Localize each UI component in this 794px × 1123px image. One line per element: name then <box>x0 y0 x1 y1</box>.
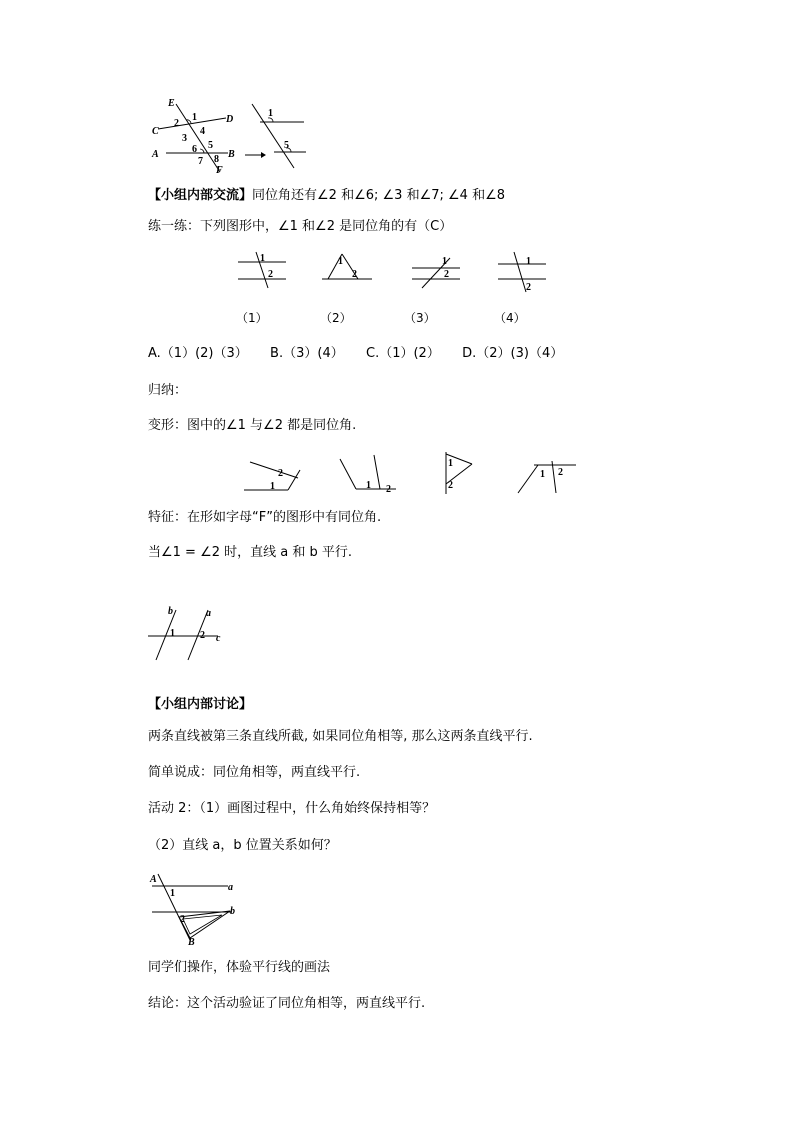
label-1: 1 <box>338 256 343 267</box>
label-1: 1 <box>170 888 175 899</box>
conclusion-text: 结论：这个活动验证了同位角相等，两直线平行. <box>148 996 426 1011</box>
label-2: 2 <box>174 118 179 129</box>
caption-2: （2） <box>320 311 352 325</box>
label-a: a <box>228 882 233 893</box>
option-d: D.（2）(3)（4） <box>462 346 564 361</box>
caption-3: （3） <box>404 311 436 325</box>
transform-figure-3 <box>442 452 478 494</box>
label-c: c <box>216 633 221 644</box>
discussion-statement: 两条直线被第三条直线所截, 如果同位角相等, 那么这两条直线平行. <box>148 729 533 744</box>
label-5: 5 <box>208 140 213 151</box>
figure-set-square <box>146 872 246 946</box>
label-b: b <box>168 606 173 617</box>
induction-label: 归纳： <box>148 383 188 398</box>
group-exchange-heading: 【小组内部交流】 <box>148 188 253 203</box>
option-a: A.（1）(2)（3） <box>148 346 248 361</box>
label-a: a <box>206 608 211 619</box>
label-2: 2 <box>444 269 449 280</box>
label-1: 1 <box>448 458 453 469</box>
transform-figure-2 <box>338 455 398 495</box>
label-1: 1 <box>540 469 545 480</box>
label-2: 2 <box>352 269 357 280</box>
label-2: 2 <box>526 282 531 293</box>
label-A: A <box>150 874 157 885</box>
label-1: 1 <box>268 108 273 119</box>
label-1: 1 <box>442 256 447 267</box>
practice-figure-4 <box>498 252 548 292</box>
practice-options <box>148 346 563 362</box>
condition-text: 当∠1 = ∠2 时，直线 a 和 b 平行. <box>148 545 353 560</box>
figure-corresponding-angles <box>248 100 308 170</box>
label-2: 2 <box>278 468 283 479</box>
label-2: 2 <box>180 914 185 925</box>
label-4: 4 <box>200 126 205 137</box>
label-B: B <box>188 937 195 948</box>
label-2: 2 <box>268 269 273 280</box>
feature-text: 特征：在形如字母“F”的图形中有同位角. <box>148 510 382 525</box>
discussion-short: 简单说成：同位角相等，两直线平行. <box>148 765 361 780</box>
label-2: 2 <box>558 467 563 478</box>
transform-text: 变形：图中的∠1 与∠2 都是同位角. <box>148 418 357 433</box>
activity-question-1: 活动 2：（1）画图过程中，什么角始终保持相等？ <box>148 801 436 816</box>
label-1: 1 <box>270 481 275 492</box>
transform-figure-4 <box>516 455 578 495</box>
caption-1: （1） <box>236 311 268 325</box>
label-A: A <box>152 149 159 160</box>
figure-parallel-lines <box>146 604 236 660</box>
group-exchange-line <box>148 188 505 204</box>
label-1: 1 <box>366 480 371 491</box>
label-3: 3 <box>182 133 187 144</box>
label-6: 6 <box>192 144 197 155</box>
label-C: C <box>152 126 159 137</box>
label-5: 5 <box>284 140 289 151</box>
practice-figure-2 <box>322 252 372 288</box>
label-7: 7 <box>198 156 203 167</box>
label-D: D <box>226 114 234 125</box>
activity-question-2: （2）直线 a，b 位置关系如何？ <box>148 838 337 853</box>
transform-figure-1 <box>244 458 304 494</box>
label-B: B <box>228 149 235 160</box>
group-discussion-heading: 【小组内部讨论】 <box>148 697 253 712</box>
option-c: C.（1）(2） <box>366 346 440 361</box>
label-F: F <box>216 165 223 176</box>
label-b: b <box>230 906 235 917</box>
option-b: B.（3）(4） <box>270 346 344 361</box>
label-E: E <box>168 98 175 109</box>
operate-text: 同学们操作，体验平行线的画法 <box>148 960 331 975</box>
label-1: 1 <box>260 253 265 264</box>
label-1: 1 <box>192 112 197 123</box>
label-2: 2 <box>448 480 453 491</box>
practice-question: 练一练：下列图形中，∠1 和∠2 是同位角的有（C） <box>148 219 453 234</box>
label-8: 8 <box>214 154 219 165</box>
label-1: 1 <box>526 256 531 267</box>
caption-4: （4） <box>494 311 526 325</box>
label-2: 2 <box>200 630 205 641</box>
practice-figure-1 <box>238 252 288 288</box>
label-2: 2 <box>386 484 391 495</box>
label-1: 1 <box>170 628 175 639</box>
practice-figure-3 <box>412 252 462 288</box>
group-exchange-text: 同位角还有∠2 和∠6; ∠3 和∠7; ∠4 和∠8 <box>252 188 505 203</box>
